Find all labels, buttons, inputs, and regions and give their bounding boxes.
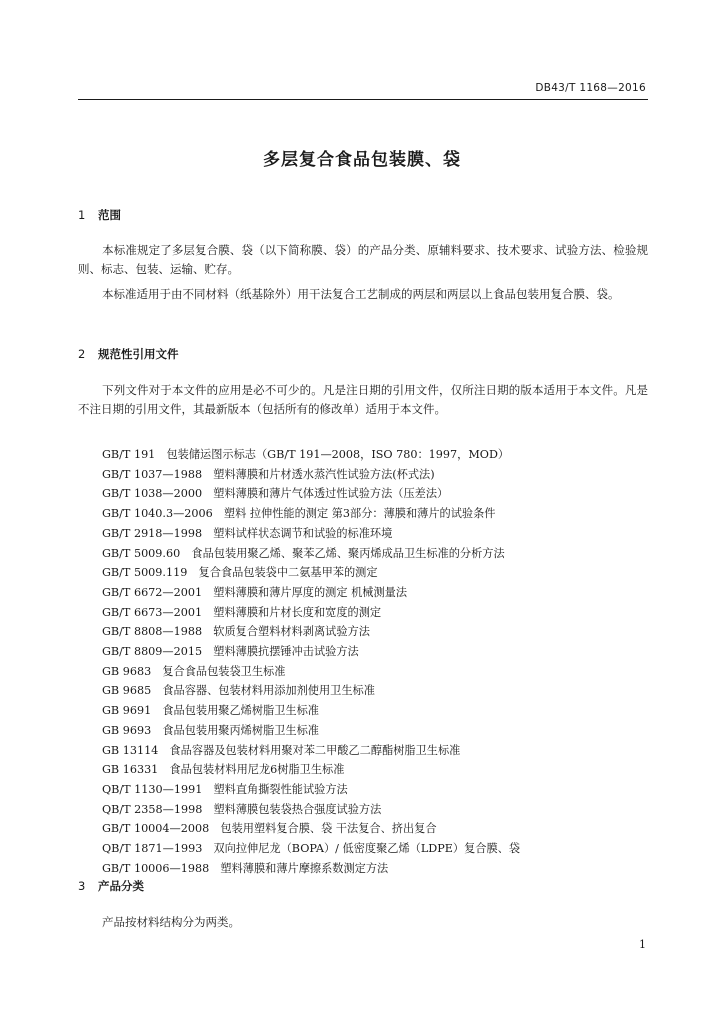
section-1-title: 范围 <box>98 208 121 222</box>
section-3-title: 产品分类 <box>98 879 144 893</box>
header-rule <box>78 99 648 100</box>
section-3-number: 3 <box>78 879 86 893</box>
reference-item: GB 9685 食品容器、包装材料用添加剂使用卫生标准 <box>102 684 375 698</box>
reference-item: GB 16331 食品包装材料用尼龙6树脂卫生标准 <box>102 763 345 777</box>
reference-item: GB/T 1040.3—2006 塑料 拉伸性能的测定 第3部分：薄膜和薄片的试验条件 <box>102 507 496 521</box>
reference-item: GB/T 2918—1998 塑料试样状态调节和试验的标准环境 <box>102 526 393 540</box>
reference-item: GB 9691 食品包装用聚乙烯树脂卫生标准 <box>102 704 319 718</box>
section-1-paragraph-2 <box>78 285 648 304</box>
section-3-paragraph-1-text: 产品按材料结构分为两类。 <box>102 915 240 929</box>
reference-item: QB/T 1130—1991 塑料直角撕裂性能试验方法 <box>102 782 348 796</box>
reference-item: QB/T 2358—1998 塑料薄膜包装袋热合强度试验方法 <box>102 802 382 816</box>
reference-item: GB/T 10004—2008 包装用塑料复合膜、袋 干法复合、挤出复合 <box>102 822 437 836</box>
section-3-paragraph-1 <box>78 913 648 932</box>
reference-item: GB/T 1037—1988 塑料薄膜和片材透水蒸汽性试验方法(杯式法) <box>102 467 435 481</box>
standard-code: DB43/T 1168—2016 <box>535 82 646 94</box>
section-2-heading <box>78 346 179 362</box>
section-1-heading <box>78 207 121 223</box>
section-2-title: 规范性引用文件 <box>98 347 179 361</box>
reference-item: GB/T 8808—1988 软质复合塑料材料剥离试验方法 <box>102 625 370 639</box>
reference-item: GB/T 191 包装储运图示标志（GB/T 191—2008，ISO 780：1997，MOD） <box>102 448 510 461</box>
reference-item: GB 9693 食品包装用聚丙烯树脂卫生标准 <box>102 723 319 737</box>
reference-item: GB/T 5009.60 食品包装用聚乙烯、聚苯乙烯、聚丙烯成品卫生标准的分析方法 <box>102 546 505 560</box>
section-1-paragraph-1-text: 本标准规定了多层复合膜、袋（以下简称膜、袋）的产品分类、原辅料要求、技术要求、试验方法、检验规则、标志、包装、运输、贮存。 <box>78 243 648 276</box>
section-2-number: 2 <box>78 347 86 361</box>
reference-item: GB/T 8809—2015 塑料薄膜抗摆锤冲击试验方法 <box>102 645 359 659</box>
section-3-heading <box>78 878 144 894</box>
reference-item: GB/T 1038—2000 塑料薄膜和薄片气体透过性试验方法（压差法） <box>102 487 449 501</box>
reference-item: GB/T 5009.119 复合食品包装袋中二氨基甲苯的测定 <box>102 566 378 580</box>
reference-item: GB 13114 食品容器及包装材料用聚对苯二甲酸乙二醇酯树脂卫生标准 <box>102 743 461 757</box>
section-1-paragraph-2-text: 本标准适用于由不同材料（纸基除外）用干法复合工艺制成的两层和两层以上食品包装用复合膜、袋。 <box>102 287 620 301</box>
reference-item: GB 9683 复合食品包装袋卫生标准 <box>102 664 286 678</box>
page-number: 1 <box>639 938 646 951</box>
reference-item: GB/T 6672—2001 塑料薄膜和薄片厚度的测定 机械测量法 <box>102 585 408 599</box>
section-1-paragraph-1 <box>78 241 648 279</box>
reference-item: GB/T 10006—1988 塑料薄膜和薄片摩擦系数测定方法 <box>102 861 389 875</box>
section-1-number: 1 <box>78 208 86 222</box>
reference-item: QB/T 1871—1993 双向拉伸尼龙（BOPA）/ 低密度聚乙烯（LDPE）复合膜、袋 <box>102 842 521 856</box>
document-title: 多层复合食品包装膜、袋 <box>263 150 461 170</box>
section-2-intro <box>78 381 648 419</box>
reference-item: GB/T 6673—2001 塑料薄膜和片材长度和宽度的测定 <box>102 605 382 619</box>
normative-references-list <box>102 445 662 878</box>
section-2-intro-text: 下列文件对于本文件的应用是必不可少的。凡是注日期的引用文件，仅所注日期的版本适用于本文件。凡是不注日期的引用文件，其最新版本（包括所有的修改单）适用于本文件。 <box>78 383 648 416</box>
